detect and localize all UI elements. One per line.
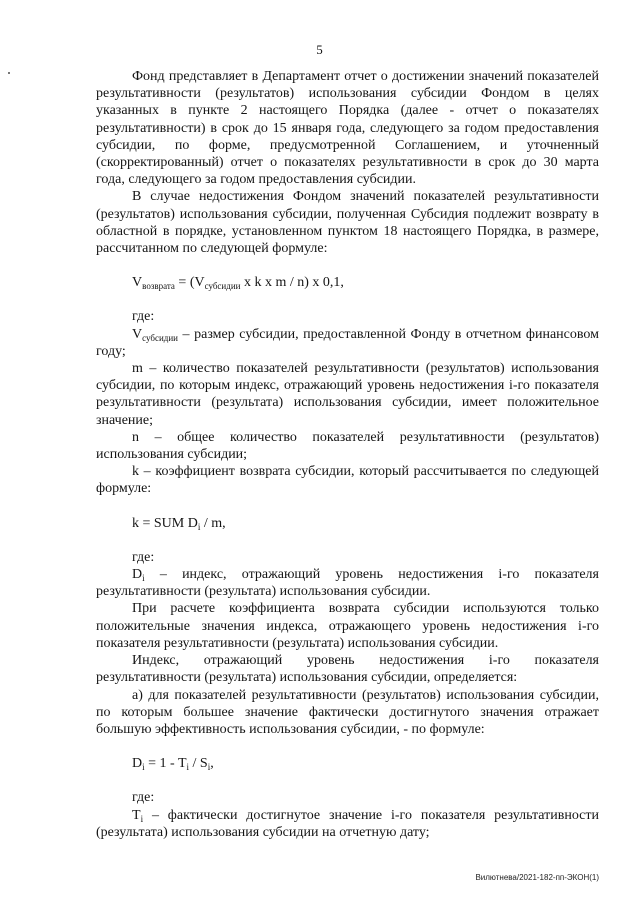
document-body <box>96 68 599 841</box>
definition-t: $T_i$ – фактически достигнутое значение i-го показателя результативности (результата) использования субсидии на отчетную дату; <box>96 807 599 840</box>
paragraph-index: Индекс, отражающий уровень недостижения i-го показателя результативности (результата) использования субсидии, определяется: <box>96 653 599 686</box>
where-label: где: <box>132 549 155 565</box>
paragraph-positive-values: При расчете коэффициента возврата субсидии используются только положительные значения индекса, отражающего уровень недостижения i-го показателя результативности (результата) использования субсидии. <box>96 601 599 651</box>
definition-d: $D_i$ – индекс, отражающий уровень недостижения i-го показателя результативности (результата) использования субсидии. <box>96 567 599 600</box>
margin-mark <box>8 72 10 74</box>
definition-n: n – общее количество показателей результативности (результатов) использования субсидии; <box>96 429 599 463</box>
definition-m: m – количество показателей результативности (результатов) использования субсидии, по которым индекс, отражающий уровень недостижения i-го показателя результативности (результата) использования субсидии, имеет положительное значение; <box>96 361 599 428</box>
page-number: 5 <box>316 42 323 57</box>
where-label: где: <box>132 309 155 325</box>
document-footer-code: Вилютнева/2021-182-пп-ЭКОН(1) <box>475 873 599 882</box>
formula-k: k = SUM $D_i$ / m, <box>132 515 226 532</box>
where-label: где: <box>132 790 155 806</box>
paragraph-refund: В случае недостижения Фондом значений показателей результативности (результатов) использования субсидии, полученная Субсидия подлежит возврату в областной в порядке, установленном пунктом 18 настоящего Порядка, в размере, рассчитанном по следующей формуле: <box>96 189 599 257</box>
formula-refund: $V_{возврата} = (V_{субсидии}$ x k x m / n) x 0,1, <box>132 275 344 292</box>
definition-v: $V_{субсидии}$ – размер субсидии, предоставленной Фонду в отчетном финансовом году; <box>96 326 599 359</box>
paragraph-case-a: а) для показателей результативности (результатов) использования субсидии, по которым большее значение фактически достигнутого значения отражает большую эффективность использования субсидии, - по формуле: <box>96 687 599 737</box>
formula-d: $D_i = 1 - T_i / S_i$, <box>132 756 214 773</box>
definition-k: k – коэффициент возврата субсидии, который рассчитывается по следующей формуле: <box>96 464 599 497</box>
paragraph-report: Фонд представляет в Департамент отчет о достижении значений показателей результативности (результатов) использования субсидии Фондом в целях указанных в пункте 2 настоящего Порядка (далее - отчет о показателях результативности) в срок до 15 января года, следующего за годом предоставления субсидии, по форме, предусмотренной Соглашением, и уточненный (скорректированный) отчет о показателях результативности в срок до 30 марта года, следующего за годом предоставления субсидии. <box>96 69 599 188</box>
